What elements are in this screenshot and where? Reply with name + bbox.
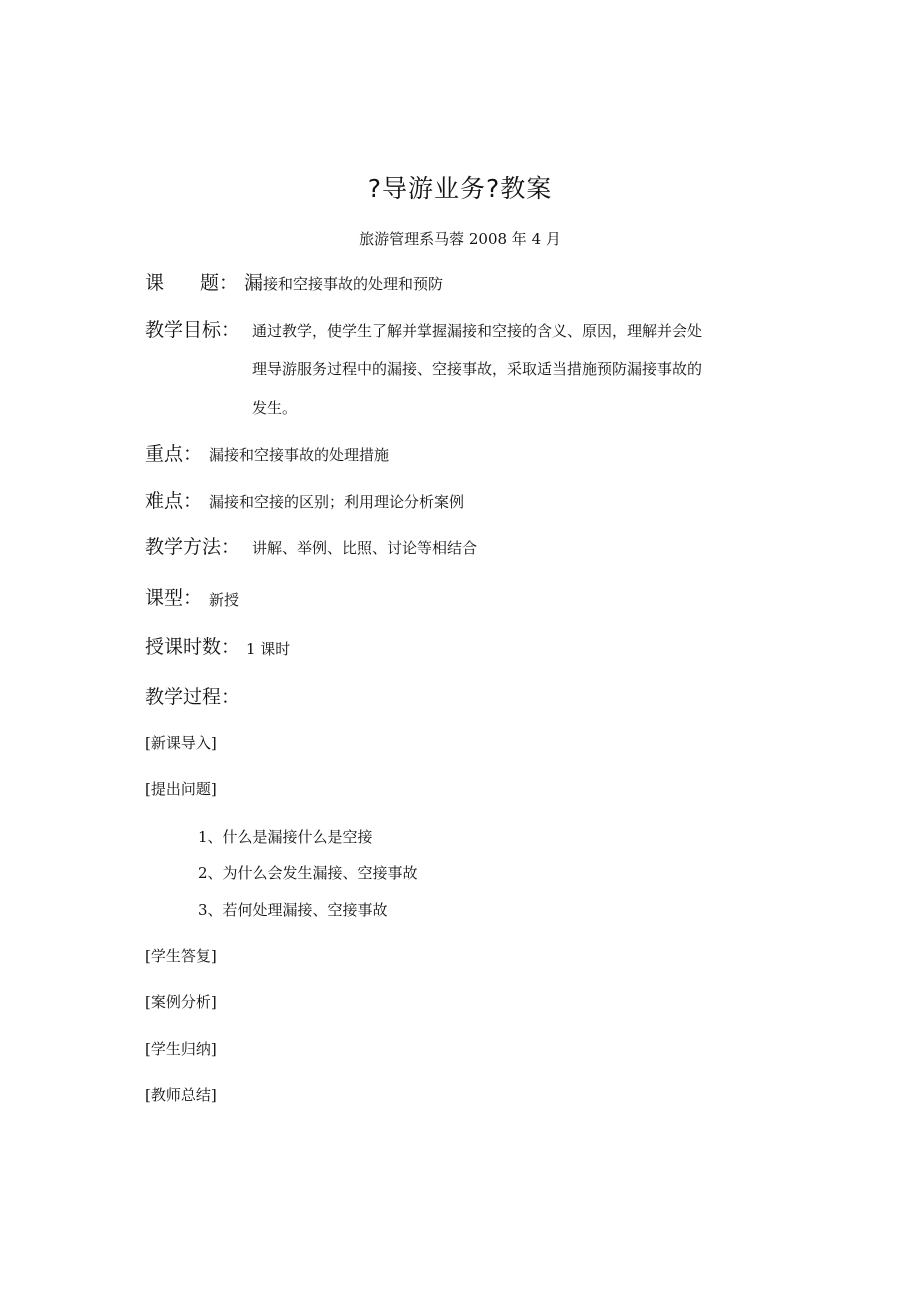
step-student-answer: [学生答复] xyxy=(145,947,217,965)
document-subtitle: 旅游管理系马蓉 2008 年 4 月 xyxy=(359,230,561,248)
question-3: 3、若何处理漏接、空接事故 xyxy=(198,901,388,919)
step-teacher-summary: [教师总结] xyxy=(145,1086,217,1104)
topic-value-rest: 接和空接事故的处理和预防 xyxy=(263,275,444,293)
hours-label: 授课时数： xyxy=(145,636,241,658)
topic-label-char2: 题： xyxy=(200,272,239,294)
topic-label-char1: 课 xyxy=(145,272,165,294)
goal-line-3: 发生。 xyxy=(252,399,298,417)
goal-line-2: 理导游服务过程中的漏接、空接事故，采取适当措施预防漏接事故的 xyxy=(252,360,703,378)
method-label: 教学方法： xyxy=(145,536,241,558)
key-point-value: 漏接和空接事故的处理措施 xyxy=(209,446,390,464)
step-new-lesson: [新课导入] xyxy=(145,734,217,752)
question-1: 1、什么是漏接什么是空接 xyxy=(198,828,373,846)
difficulty-value: 漏接和空接的区别；利用理论分析案例 xyxy=(209,493,465,511)
difficulty-label: 难点： xyxy=(145,490,203,512)
lesson-type-label: 课型： xyxy=(145,587,203,609)
goal-label: 教学目标： xyxy=(145,319,241,341)
question-2: 2、为什么会发生漏接、空接事故 xyxy=(198,864,418,882)
goal-line-1: 通过教学，使学生了解并掌握漏接和空接的含义、原因，理解并会处 xyxy=(252,322,703,340)
lesson-type-value: 新授 xyxy=(209,591,240,609)
step-ask-questions: [提出问题] xyxy=(145,780,217,798)
method-value: 讲解、举例、比照、讨论等相结合 xyxy=(252,539,478,557)
topic-value-first-char: 漏 xyxy=(244,272,264,294)
document-title: ?导游业务?教案 xyxy=(367,174,553,203)
key-point-label: 重点： xyxy=(145,443,203,465)
step-student-summary: [学生归纳] xyxy=(145,1040,217,1058)
step-case-analysis: [案例分析] xyxy=(145,993,217,1011)
topic-value xyxy=(244,272,443,295)
process-label: 教学过程： xyxy=(145,686,241,708)
hours-value: 1 课时 xyxy=(246,640,291,658)
